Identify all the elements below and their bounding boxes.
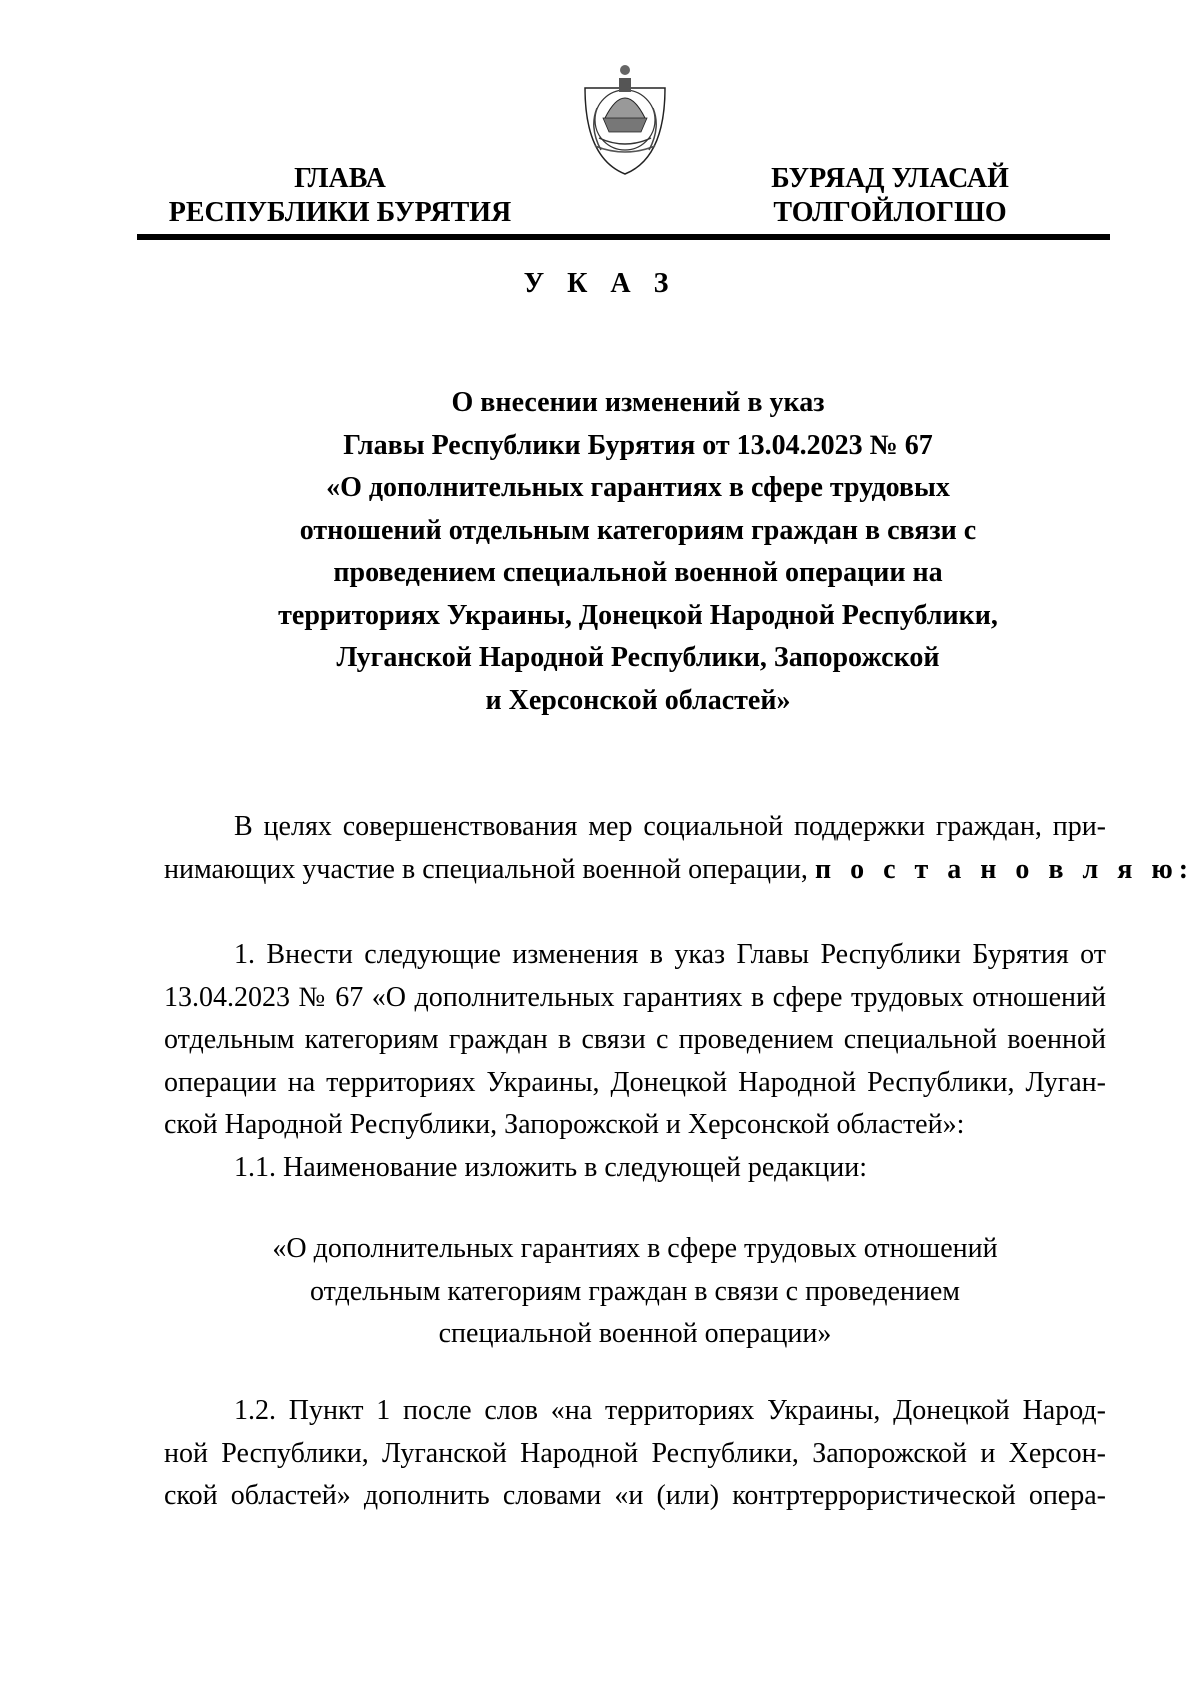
item-1-line: отдельным категориям граждан в связи с проведением специальной военной [164, 1024, 1106, 1056]
header-right [700, 162, 1080, 230]
header-left-line1: ГЛАВА [294, 163, 386, 194]
item-1-line: ской Народной Республики, Запорожской и Херсонской областей»: [164, 1109, 965, 1141]
coat-of-arms-icon [575, 58, 675, 178]
title-line: Главы Республики Бурятия от 13.04.2023 № 67 [343, 429, 933, 461]
preamble-line: В целях совершенствования мер социальной поддержки граждан, при- [234, 811, 1106, 842]
preamble-line [164, 849, 1195, 892]
title-line: отношений отдельным категориям граждан в связи с [299, 514, 977, 546]
preamble-line-text: нимающих участие в специальной военной операции, [164, 853, 808, 885]
title-line: и Херсонской областей» [485, 684, 791, 716]
document-type-title: У К А З [523, 268, 677, 299]
preamble [164, 806, 1195, 891]
header-left [130, 162, 550, 230]
title-line: территориях Украины, Донецкой Народной Республики, [278, 599, 998, 631]
item-1-line: 1. Внести следующие изменения в указ Главы Республики Бурятия от [234, 939, 1106, 970]
item-1-2-line: 1.2. Пункт 1 после слов «на территориях Украины, Донецкой Народ- [234, 1395, 1106, 1426]
title-line: «О дополнительных гарантиях в сфере трудовых [326, 472, 950, 503]
item-1-2 [164, 1390, 1106, 1518]
header-right-line2: ТОЛГОЙЛОГШО [773, 197, 1007, 228]
decree-title [200, 382, 1076, 722]
item-1-2-line: ной Республики, Луганской Народной Республики, Запорожской и Херсон- [164, 1437, 1106, 1469]
item-1 [164, 934, 1106, 1190]
title-line: проведением специальной военной операции на [333, 557, 943, 588]
quote-line: «О дополнительных гарантиях в сфере трудовых отношений [272, 1233, 998, 1264]
header-divider [137, 234, 1110, 240]
item-1-line: 13.04.2023 № 67 «О дополнительных гарантиях в сфере трудовых отношений [164, 981, 1106, 1013]
item-1-line: операции на территориях Украины, Донецкой Народной Республики, Луган- [164, 1066, 1106, 1098]
quote-line: специальной военной операции» [438, 1318, 832, 1350]
header-left-line2: РЕСПУБЛИКИ БУРЯТИЯ [168, 197, 512, 228]
quote-line: отдельным категориям граждан в связи с проведением [309, 1275, 960, 1307]
item-1-2-line: ской областей» дополнить словами «и (или) контртеррористической опера- [164, 1480, 1106, 1512]
resolve-word: п о с т а н о в л я ю: [814, 853, 1195, 885]
title-line: О внесении изменений в указ [451, 387, 825, 418]
item-1-1: 1.1. Наименование изложить в следующей редакции: [234, 1151, 867, 1183]
new-title-quote [164, 1228, 1106, 1356]
header-right-line1: БУРЯАД УЛАСАЙ [771, 163, 1009, 194]
title-line: Луганской Народной Республики, Запорожской [336, 642, 940, 673]
